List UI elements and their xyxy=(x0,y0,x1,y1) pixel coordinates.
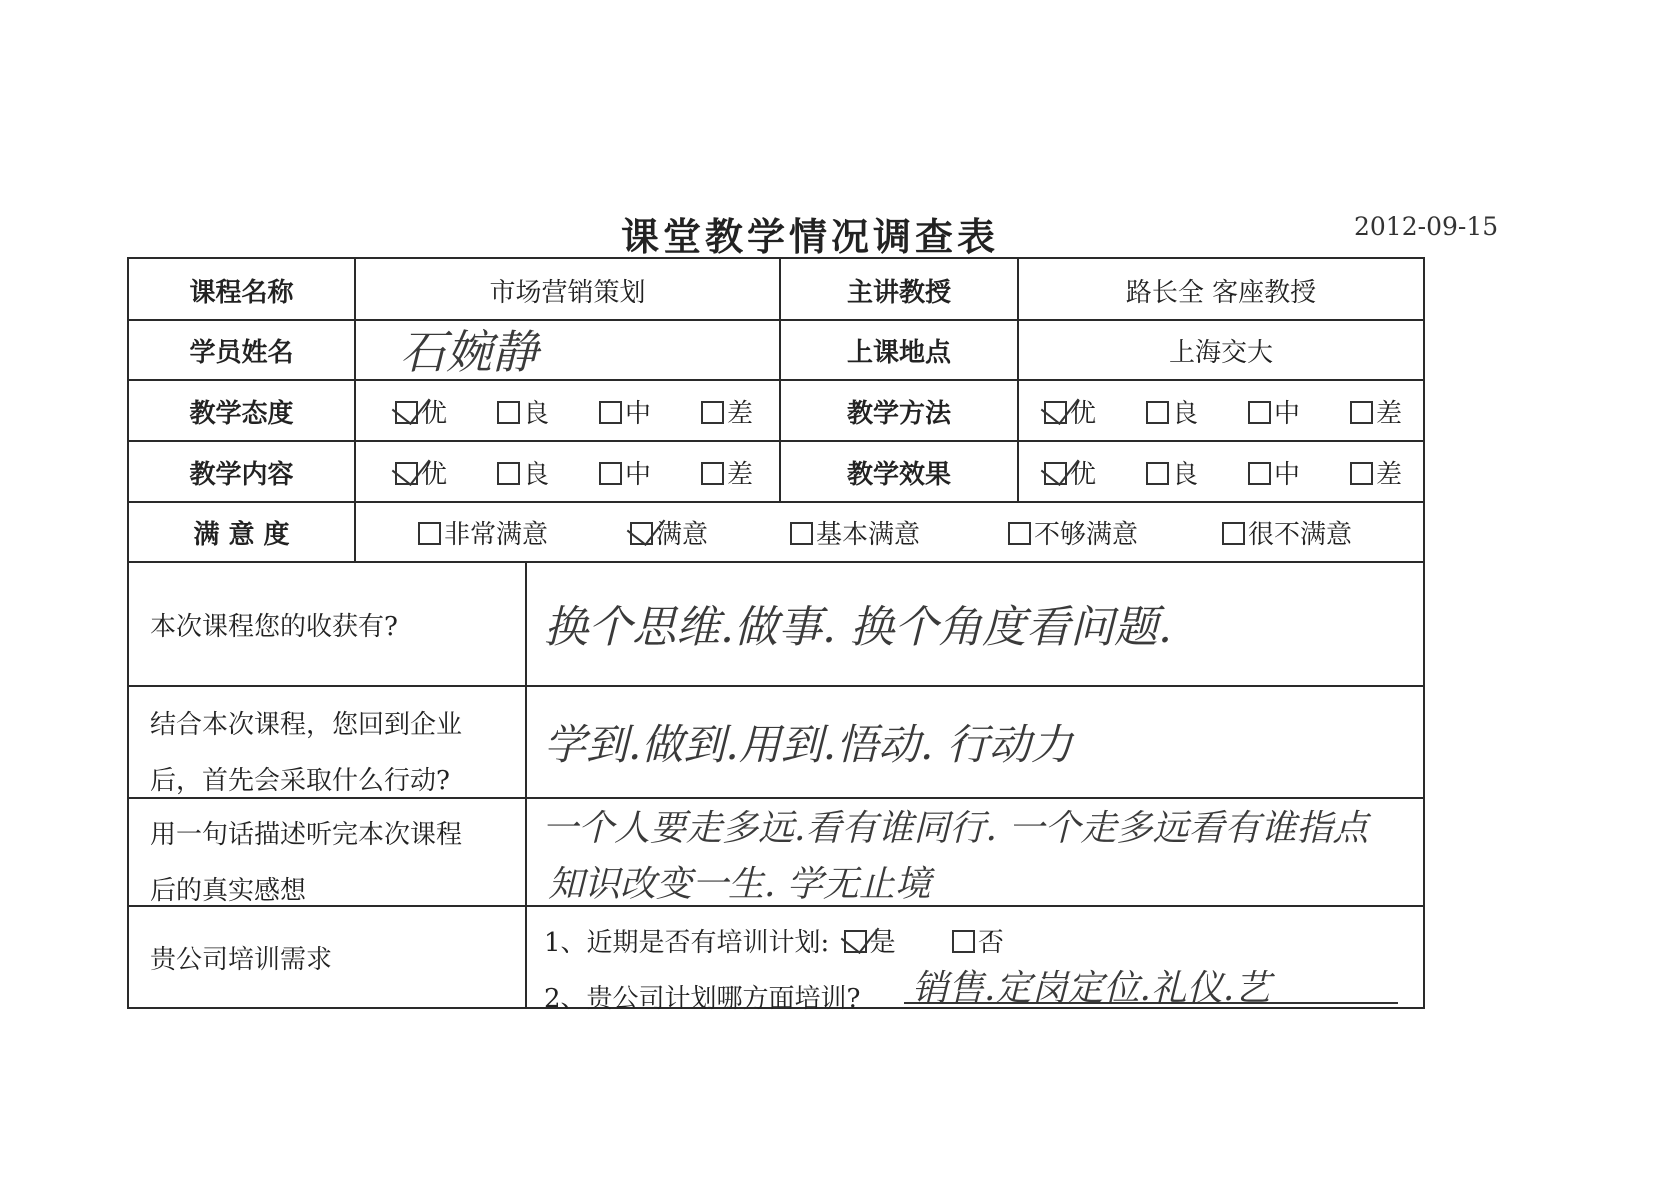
checkbox[interactable] xyxy=(497,462,520,485)
label-teaching-attitude: 教学态度 xyxy=(189,398,294,429)
option-good[interactable]: 良 xyxy=(497,454,599,491)
option-poor[interactable]: 差 xyxy=(701,454,753,491)
form-title: 课堂教学情况调查表 xyxy=(620,215,999,259)
checkbox[interactable] xyxy=(1146,462,1169,485)
option-excellent[interactable]: 优 xyxy=(395,454,497,491)
label-student-name: 学员姓名 xyxy=(189,337,294,368)
label-course-name: 课程名称 xyxy=(189,277,294,308)
checkbox-checked[interactable] xyxy=(844,930,867,953)
checkbox-checked[interactable] xyxy=(630,522,653,545)
checkbox[interactable] xyxy=(418,522,441,545)
option-satisfied[interactable]: 满意 xyxy=(630,514,790,551)
checkbox[interactable] xyxy=(1248,401,1271,424)
checkbox[interactable] xyxy=(701,462,724,485)
checkbox[interactable] xyxy=(497,401,520,424)
option-poor[interactable]: 差 xyxy=(1350,454,1402,491)
question-training: 贵公司培训需求 xyxy=(150,944,333,975)
checkbox[interactable] xyxy=(1350,462,1373,485)
question-action-line-2: 后，首先会采取什么行动? xyxy=(150,766,450,796)
value-lecturer: 路长全 客座教授 xyxy=(1125,277,1317,308)
option-very-unsatisfied[interactable]: 很不满意 xyxy=(1222,514,1352,551)
checkbox-checked[interactable] xyxy=(395,462,418,485)
question-gain: 本次课程您的收获有? xyxy=(150,611,398,642)
option-yes[interactable]: 是 xyxy=(844,922,944,959)
answer-gain: 换个思维.做事. 换个角度看问题. xyxy=(544,602,1172,653)
label-teaching-content: 教学内容 xyxy=(189,459,294,490)
question-feeling-line-2: 后的真实感想 xyxy=(150,876,307,906)
checkbox-checked[interactable] xyxy=(1044,462,1067,485)
rating-teaching-method xyxy=(1044,383,1402,439)
option-excellent[interactable]: 优 xyxy=(1044,393,1146,430)
checkbox[interactable] xyxy=(701,401,724,424)
checkbox[interactable] xyxy=(599,401,622,424)
training-q2-answer: 销售.定岗定位.礼仪.艺 xyxy=(912,968,1271,1009)
option-fair[interactable]: 中 xyxy=(1248,393,1350,430)
checkbox-checked[interactable] xyxy=(1044,401,1067,424)
option-good[interactable]: 良 xyxy=(1146,393,1248,430)
option-fair[interactable]: 中 xyxy=(599,393,701,430)
value-course-name: 市场营销策划 xyxy=(489,277,646,308)
option-fair[interactable]: 中 xyxy=(1248,454,1350,491)
option-poor[interactable]: 差 xyxy=(701,393,753,430)
form-date: 2012-09-15 xyxy=(1354,212,1499,241)
label-lecturer: 主讲教授 xyxy=(846,277,951,308)
answer-action: 学到.做到.用到.悟动. 行动力 xyxy=(544,720,1073,769)
label-satisfaction: 满 意 度 xyxy=(193,519,290,550)
option-good[interactable]: 良 xyxy=(1146,454,1248,491)
training-q1-row xyxy=(544,922,1004,959)
checkbox[interactable] xyxy=(1222,522,1245,545)
rating-teaching-effect xyxy=(1044,444,1402,500)
option-very-satisfied[interactable]: 非常满意 xyxy=(418,514,630,551)
checkbox[interactable] xyxy=(952,930,975,953)
answer-feeling-line-2: 知识改变一生. 学无止境 xyxy=(548,864,931,905)
question-feeling-line-1: 用一句话描述听完本次课程 xyxy=(150,820,463,850)
option-excellent[interactable]: 优 xyxy=(395,393,497,430)
question-action-line-1: 结合本次课程，您回到企业 xyxy=(150,710,463,740)
label-teaching-effect: 教学效果 xyxy=(846,459,951,490)
checkbox-checked[interactable] xyxy=(395,401,418,424)
option-excellent[interactable]: 优 xyxy=(1044,454,1146,491)
value-student-name: 石婉静 xyxy=(400,325,538,379)
training-q1-label: 1、近期是否有培训计划: xyxy=(544,928,830,958)
checkbox[interactable] xyxy=(1146,401,1169,424)
checkbox[interactable] xyxy=(1350,401,1373,424)
option-basically-satisfied[interactable]: 基本满意 xyxy=(790,514,1008,551)
label-location: 上课地点 xyxy=(846,337,951,368)
rating-teaching-content xyxy=(395,444,753,500)
option-poor[interactable]: 差 xyxy=(1350,393,1402,430)
rating-teaching-attitude xyxy=(395,383,753,439)
checkbox[interactable] xyxy=(599,462,622,485)
label-teaching-method: 教学方法 xyxy=(846,398,951,429)
checkbox[interactable] xyxy=(1248,462,1271,485)
checkbox[interactable] xyxy=(1008,522,1031,545)
value-location: 上海交大 xyxy=(1168,337,1273,368)
satisfaction-options xyxy=(418,504,1352,560)
checkbox[interactable] xyxy=(790,522,813,545)
training-q2-label: 2、贵公司计划哪方面培训? xyxy=(544,984,861,1014)
option-not-satisfied-enough[interactable]: 不够满意 xyxy=(1008,514,1222,551)
answer-feeling-line-1: 一个人要走多远.看有谁同行. 一个走多远看有谁指点 xyxy=(542,808,1369,849)
option-good[interactable]: 良 xyxy=(497,393,599,430)
training-q2-underline xyxy=(904,1002,1398,1004)
option-fair[interactable]: 中 xyxy=(599,454,701,491)
option-no[interactable]: 否 xyxy=(952,922,1004,959)
